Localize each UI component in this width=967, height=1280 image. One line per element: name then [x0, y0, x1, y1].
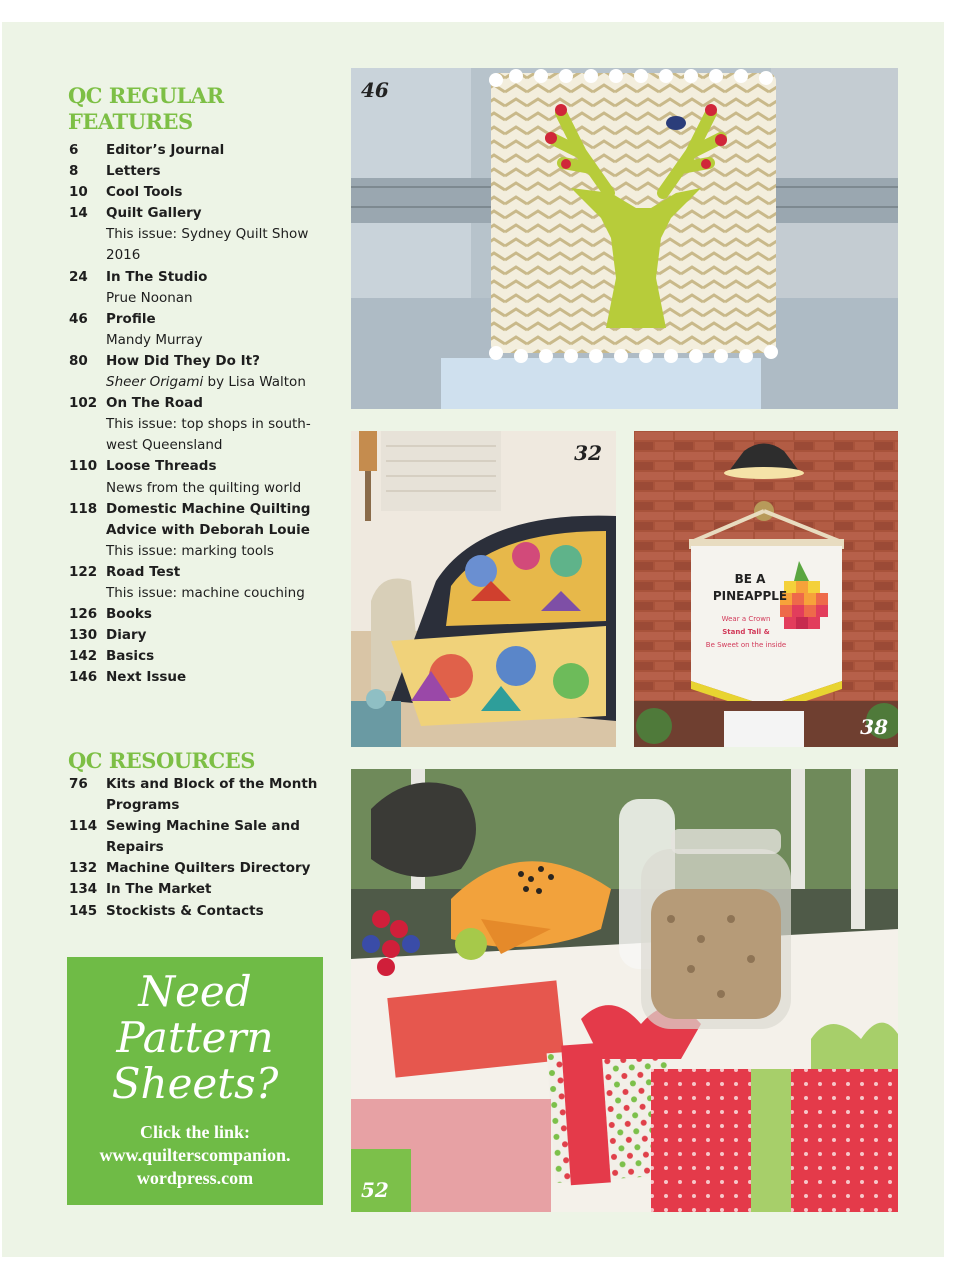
toc-description — [106, 288, 329, 309]
toc-entry-body — [106, 667, 329, 688]
toc-title: Basics — [106, 648, 155, 665]
toc-title: In The Market — [106, 881, 212, 898]
toc-title: On The Road — [106, 395, 203, 412]
regular-features-title — [68, 83, 224, 135]
toc-title: Quilt Gallery — [106, 205, 202, 222]
promo-link-line1: Click the link: — [139, 1122, 250, 1142]
photo-sofa-quilt — [351, 431, 616, 747]
promo-link-line2: www.quilterscompanion. — [99, 1145, 291, 1165]
toc-title: Cool Tools — [106, 184, 183, 201]
toc-page-number: 142 — [69, 648, 98, 665]
photo2-page-number: 32 — [574, 441, 602, 465]
toc-entry-body — [106, 604, 329, 625]
toc-entry[interactable] — [69, 182, 329, 203]
toc-description-text: This issue: marking tools — [106, 542, 274, 559]
banner-line1: BE A — [734, 572, 766, 586]
toc-page-number: 8 — [69, 163, 79, 180]
toc-entry[interactable] — [69, 858, 329, 879]
toc-title: Domestic Machine Quilting Advice with Deborah Louie — [106, 500, 311, 538]
toc-description — [106, 414, 329, 456]
pattern-sheets-promo[interactable] — [67, 957, 323, 1205]
toc-entry[interactable] — [69, 901, 329, 922]
toc-description — [106, 330, 329, 351]
toc-title: Sewing Machine Sale and Repairs — [106, 818, 300, 856]
toc-entry[interactable] — [69, 499, 329, 562]
toc-page-number: 24 — [69, 268, 88, 285]
toc-description-text: This issue: machine couching — [106, 584, 305, 601]
regular-features-list — [69, 140, 329, 688]
promo-line2: Pattern — [116, 1013, 274, 1062]
promo-line1: Need — [138, 967, 252, 1016]
toc-title: Loose Threads — [106, 458, 217, 475]
toc-title: Stockists & Contacts — [106, 902, 264, 919]
toc-entry[interactable] — [69, 562, 329, 604]
toc-page-number: 145 — [69, 902, 98, 919]
toc-entry-body — [106, 161, 329, 182]
toc-description-italic: Sheer Origami — [106, 374, 204, 391]
toc-title: How Did They Do It? — [106, 352, 260, 369]
toc-entry[interactable] — [69, 140, 329, 161]
banner-line2: PINEAPPLE — [712, 589, 788, 603]
toc-title: Diary — [106, 627, 147, 644]
toc-title: Profile — [106, 310, 156, 327]
photo4-page-number: 52 — [361, 1178, 389, 1202]
toc-title: Next Issue — [106, 669, 187, 686]
toc-page-number: 14 — [69, 205, 88, 222]
toc-entry[interactable] — [69, 309, 329, 351]
toc-entry-body — [106, 499, 329, 562]
toc-entry[interactable] — [69, 161, 329, 182]
photo1-page-number: 46 — [361, 78, 389, 102]
toc-entry-body — [106, 203, 329, 266]
toc-page-number: 76 — [69, 776, 88, 792]
toc-entry[interactable] — [69, 267, 329, 309]
toc-description — [106, 372, 329, 393]
banner-headline — [706, 571, 794, 605]
toc-page-number: 122 — [69, 563, 98, 580]
banner-line3: Wear a Crown — [721, 615, 771, 623]
photo-gift-table-runner — [351, 769, 898, 1212]
toc-entry[interactable] — [69, 774, 329, 816]
toc-entry-body — [106, 351, 329, 393]
toc-entry[interactable] — [69, 879, 329, 900]
toc-entry-body — [106, 858, 329, 879]
toc-entry[interactable] — [69, 604, 329, 625]
toc-description — [106, 583, 329, 604]
toc-entry-body — [106, 625, 329, 646]
toc-page-number: 10 — [69, 184, 88, 201]
resources-title: QC RESOURCES — [68, 748, 255, 773]
toc-description-text: News from the quilting world — [106, 479, 302, 496]
toc-page-number: 102 — [69, 395, 98, 412]
toc-description-text: This issue: top shops in south-west Queensland — [106, 416, 311, 454]
toc-entry[interactable] — [69, 667, 329, 688]
toc-entry-body — [106, 816, 329, 858]
toc-description-text: This issue: Sydney Quilt Show 2016 — [106, 226, 309, 264]
banner-subtext — [696, 613, 796, 652]
toc-page-number: 46 — [69, 310, 88, 327]
toc-page-number: 114 — [69, 818, 98, 835]
toc-description-text: Mandy Murray — [106, 331, 203, 348]
toc-page-number: 134 — [69, 881, 98, 898]
toc-entry-body — [106, 267, 329, 309]
toc-page-number: 130 — [69, 627, 98, 644]
toc-entry-body — [106, 562, 329, 604]
regular-features-title-line1: QC REGULAR — [68, 83, 224, 108]
toc-page-number: 80 — [69, 352, 88, 369]
toc-description-text: by Lisa Walton — [203, 374, 306, 391]
promo-headline — [67, 969, 323, 1107]
toc-page-number: 110 — [69, 458, 98, 475]
photo-pineapple-banner — [634, 431, 898, 747]
toc-title: Machine Quilters Directory — [106, 860, 311, 877]
toc-entry[interactable] — [69, 646, 329, 667]
toc-page-number: 132 — [69, 860, 98, 877]
banner-line5: Be Sweet on the inside — [705, 641, 787, 649]
toc-description — [106, 478, 329, 499]
photo3-page-number: 38 — [860, 715, 888, 739]
toc-entry-body — [106, 879, 329, 900]
toc-title: Letters — [106, 163, 161, 180]
toc-entry[interactable] — [69, 203, 329, 266]
photo-deer-cushion — [351, 68, 898, 409]
toc-title: In The Studio — [106, 268, 208, 285]
regular-features-title-line2: FEATURES — [68, 109, 193, 134]
toc-entry-body — [106, 774, 329, 816]
toc-title: Books — [106, 606, 152, 623]
toc-entry[interactable] — [69, 456, 329, 498]
toc-entry-body — [106, 901, 329, 922]
toc-page-number: 146 — [69, 669, 98, 686]
promo-link-line3: wordpress.com — [136, 1168, 254, 1188]
toc-entry-body — [106, 646, 329, 667]
toc-description-text: Prue Noonan — [106, 289, 193, 306]
toc-entry[interactable] — [69, 351, 329, 393]
promo-link-text[interactable] — [67, 1121, 323, 1190]
toc-entry-body — [106, 140, 329, 161]
toc-title: Kits and Block of the Month Programs — [106, 776, 318, 814]
toc-description — [106, 224, 329, 266]
promo-line3: Sheets? — [111, 1059, 279, 1108]
resources-list — [69, 774, 329, 922]
toc-description — [106, 541, 329, 562]
toc-page-number: 6 — [69, 142, 79, 158]
toc-entry-body — [106, 182, 329, 203]
toc-entry-body — [106, 393, 329, 456]
toc-page-number: 126 — [69, 606, 98, 623]
banner-line4: Stand Tall & — [722, 628, 770, 636]
toc-title: Road Test — [106, 563, 181, 580]
toc-entry[interactable] — [69, 393, 329, 456]
toc-entry-body — [106, 456, 329, 498]
toc-entry[interactable] — [69, 816, 329, 858]
toc-page-number: 118 — [69, 500, 98, 517]
toc-title: Editor’s Journal — [106, 142, 225, 158]
toc-entry-body — [106, 309, 329, 351]
toc-entry[interactable] — [69, 625, 329, 646]
